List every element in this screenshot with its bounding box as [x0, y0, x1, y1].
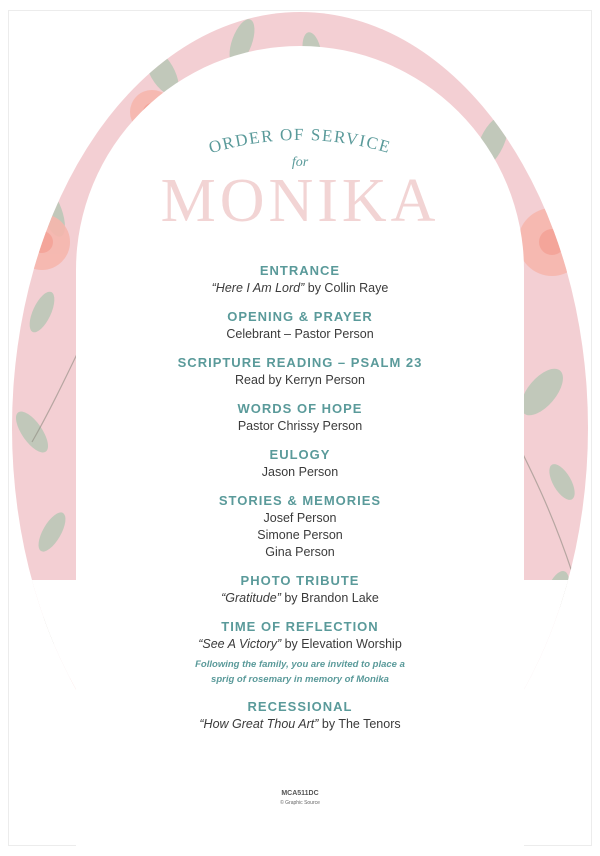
section-line: Read by Kerryn Person — [235, 373, 365, 387]
section-time-of-reflection — [76, 618, 524, 687]
section-line: Gina Person — [265, 545, 335, 559]
section-title: WORDS OF HOPE — [237, 401, 363, 416]
section-title: SCRIPTURE READING – PSALM 23 — [177, 355, 423, 370]
section-entrance — [76, 262, 524, 297]
order-of-service-heading — [76, 120, 524, 170]
section-line: Simone Person — [257, 528, 343, 542]
section-line: “See A Victory” by Elevation Worship — [198, 637, 402, 651]
rosemary-note: Following the family, you are invited to place a sprig of rosemary in memory of Monika — [195, 659, 405, 685]
section-opening-prayer — [76, 308, 524, 343]
section-title: STORIES & MEMORIES — [218, 493, 382, 508]
section-stories-memories — [76, 492, 524, 561]
section-photo-tribute — [76, 572, 524, 607]
section-words-of-hope — [76, 400, 524, 435]
section-title: TIME OF REFLECTION — [221, 619, 379, 634]
section-line: Jason Person — [261, 465, 339, 479]
section-eulogy — [76, 446, 524, 481]
section-recessional — [76, 698, 524, 733]
section-line: “Gratitude” by Brandon Lake — [221, 591, 379, 605]
svg-text:ORDER OF SERVICE — [207, 125, 394, 157]
person-name: MONIKA — [160, 167, 440, 235]
section-title: EULOGY — [269, 447, 331, 462]
order-of-service-title: ORDER OF SERVICE — [206, 124, 394, 158]
section-title: PHOTO TRIBUTE — [240, 573, 360, 588]
section-line: “How Great Thou Art” by The Tenors — [199, 717, 401, 731]
product-code: MCA511DC — [281, 790, 319, 797]
section-line: Pastor Chrissy Person — [237, 419, 363, 433]
section-line: Josef Person — [263, 511, 337, 525]
section-title: ENTRANCE — [259, 263, 341, 278]
for-word: for — [291, 155, 309, 170]
copyright-text: © Graphic Source — [280, 800, 320, 806]
order-of-service-content — [76, 0, 524, 856]
section-line: “Here I Am Lord” by Collin Raye — [211, 281, 389, 295]
section-title: OPENING & PRAYER — [227, 309, 373, 324]
section-scripture-reading — [76, 354, 524, 389]
section-title: RECESSIONAL — [247, 699, 353, 714]
section-line: Celebrant – Pastor Person — [226, 327, 374, 341]
